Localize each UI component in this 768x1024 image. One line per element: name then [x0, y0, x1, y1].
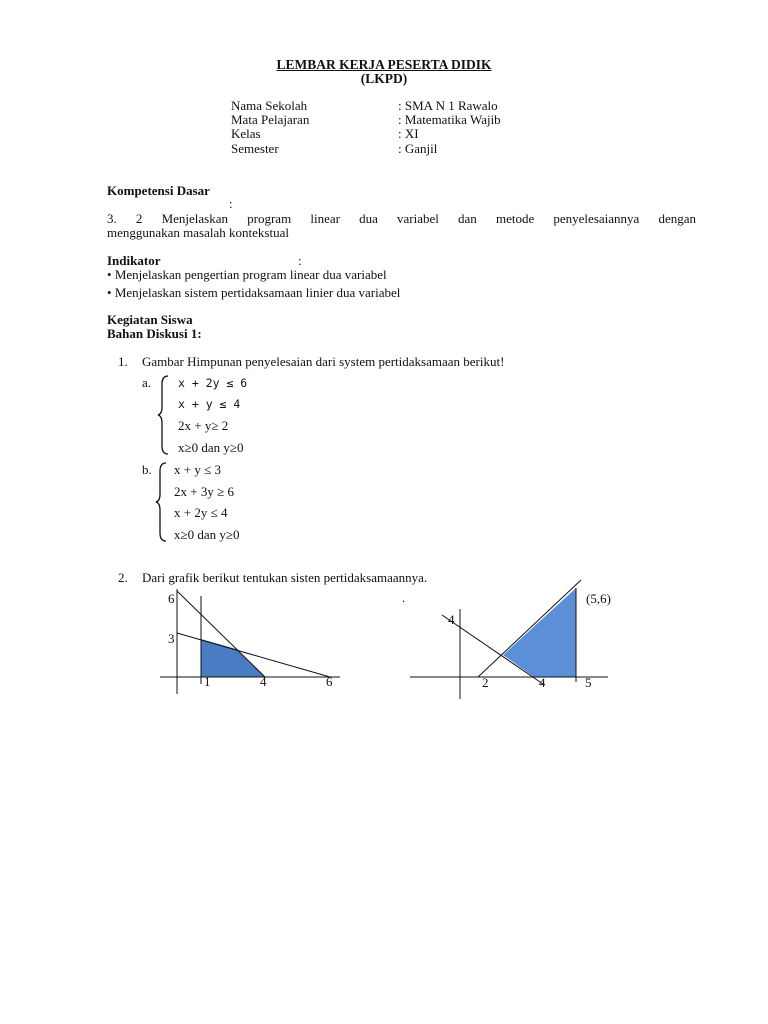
question-1-number: 1.	[118, 354, 128, 369]
inequality-b4: x≥0 dan y≥0	[174, 527, 240, 542]
graph-2-x-tick: 4	[539, 675, 546, 690]
graph-1-x-tick: 1	[204, 674, 211, 689]
question-1a-label: a.	[142, 375, 152, 390]
indikator-item	[107, 285, 400, 301]
graph-2-x-tick: 2	[482, 675, 489, 690]
identity-value-school: : SMA N 1 Rawalo	[398, 98, 498, 113]
graph-2-x-tick: 5	[585, 675, 592, 690]
inequality-a3: 2x + y≥ 2	[178, 418, 229, 433]
inequality-b3: x + 2y ≤ 4	[174, 505, 228, 520]
bullet-icon: •	[107, 267, 112, 282]
identity-label-subject: Mata Pelajaran	[231, 112, 310, 127]
indikator-colon: :	[298, 253, 302, 268]
indikator-heading: Indikator	[107, 253, 161, 268]
kegiatan-heading: Kegiatan Siswa	[107, 312, 193, 327]
kompetensi-text-line1: 3. 2 Menjelaskan program linear dua variabel dan metode penyelesaiannya dengan	[107, 211, 696, 226]
question-1-text: Gambar Himpunan penyelesaian dari system pertidaksamaan berikut!	[142, 354, 505, 369]
question-1b-label: b.	[142, 462, 152, 477]
identity-label-semester: Semester	[231, 141, 279, 156]
identity-value-class: : XI	[398, 126, 419, 141]
graph-1-x-tick: 6	[326, 674, 333, 689]
graph-1-x-tick: 4	[260, 674, 267, 689]
inequality-a4: x≥0 dan y≥0	[178, 440, 244, 455]
graph-2-point-label: (5,6)	[586, 591, 611, 606]
graph-2-y-tick: 4	[448, 612, 455, 627]
left-brace-icon	[154, 461, 170, 543]
page-title: LEMBAR KERJA PESERTA DIDIK	[276, 57, 492, 72]
kompetensi-text-line2: menggunakan masalah kontekstual	[107, 225, 289, 240]
kompetensi-heading: Kompetensi Dasar	[107, 183, 210, 198]
graph-1-feasible-region	[201, 639, 265, 677]
graph-1-y-tick: 3	[168, 631, 175, 646]
inequality-b1: x + y ≤ 3	[174, 462, 221, 477]
left-brace-icon	[156, 374, 172, 456]
diskusi-heading: Bahan Diskusi 1:	[107, 326, 202, 341]
graph-1	[150, 584, 350, 704]
indikator-item-text: Menjelaskan pengertian program linear dua variabel	[114, 267, 387, 282]
question-2-number: 2.	[118, 570, 128, 585]
bullet-icon: •	[107, 285, 112, 300]
identity-value-semester: : Ganjil	[398, 141, 438, 156]
graph-1-y-tick: 6	[168, 591, 175, 606]
identity-label-school: Nama Sekolah	[231, 98, 308, 113]
indikator-item	[107, 267, 387, 283]
graph-2-dot: .	[402, 590, 406, 605]
inequality-b2: 2x + 3y ≥ 6	[174, 484, 234, 499]
inequality-a2: x + y ≤ 4	[178, 397, 241, 411]
identity-label-class: Kelas	[231, 126, 261, 141]
page-subtitle: (LKPD)	[360, 71, 408, 86]
inequality-a1: x + 2y ≤ 6	[178, 376, 248, 390]
graph-2	[400, 574, 640, 704]
indikator-item-text: Menjelaskan sistem pertidaksamaan linier dua variabel	[114, 285, 401, 300]
identity-value-subject: : Matematika Wajib	[398, 112, 501, 127]
question-2-text: Dari grafik berikut tentukan sisten pertidaksamaannya.	[142, 570, 428, 585]
kompetensi-colon: :	[229, 196, 233, 211]
